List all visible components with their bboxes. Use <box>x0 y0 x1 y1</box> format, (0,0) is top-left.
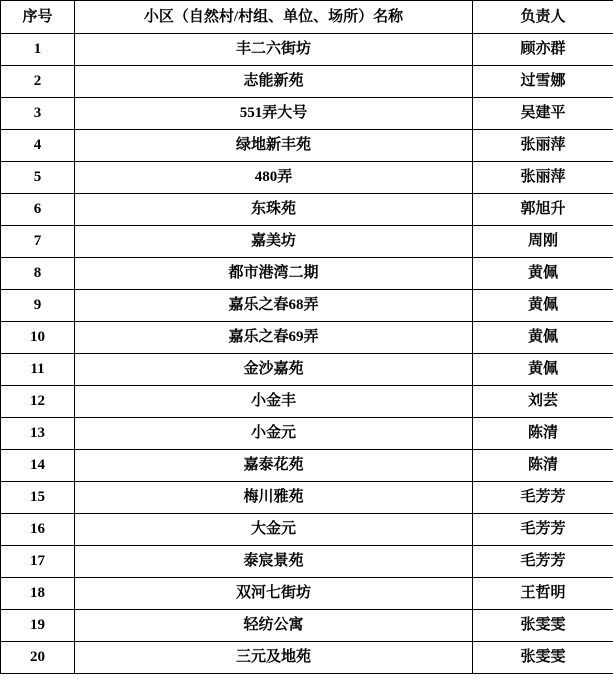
cell-owner: 郭旭升 <box>473 194 613 226</box>
cell-name: 轻纺公寓 <box>75 610 473 642</box>
cell-owner: 黄佩 <box>473 290 613 322</box>
cell-index: 1 <box>1 34 75 66</box>
cell-name: 志能新苑 <box>75 66 473 98</box>
cell-name: 480弄 <box>75 162 473 194</box>
cell-index: 14 <box>1 450 75 482</box>
cell-name: 都市港湾二期 <box>75 258 473 290</box>
cell-owner: 张雯雯 <box>473 642 613 674</box>
table-row <box>1 386 613 418</box>
cell-name: 大金元 <box>75 514 473 546</box>
cell-owner: 黄佩 <box>473 322 613 354</box>
cell-owner: 刘芸 <box>473 386 613 418</box>
cell-owner: 吴建平 <box>473 98 613 130</box>
cell-name: 嘉乐之春69弄 <box>75 322 473 354</box>
cell-name: 东珠苑 <box>75 194 473 226</box>
cell-index: 6 <box>1 194 75 226</box>
cell-name: 嘉美坊 <box>75 226 473 258</box>
cell-index: 5 <box>1 162 75 194</box>
cell-name: 小金元 <box>75 418 473 450</box>
table-row <box>1 226 613 258</box>
cell-name: 金沙嘉苑 <box>75 354 473 386</box>
cell-name: 551弄大号 <box>75 98 473 130</box>
cell-name: 嘉泰花苑 <box>75 450 473 482</box>
cell-index: 2 <box>1 66 75 98</box>
cell-index: 13 <box>1 418 75 450</box>
table-row <box>1 194 613 226</box>
cell-name: 丰二六街坊 <box>75 34 473 66</box>
cell-owner: 黄佩 <box>473 258 613 290</box>
cell-name: 嘉乐之春68弄 <box>75 290 473 322</box>
table-row <box>1 354 613 386</box>
cell-index: 8 <box>1 258 75 290</box>
cell-index: 4 <box>1 130 75 162</box>
cell-index: 7 <box>1 226 75 258</box>
table-row <box>1 162 613 194</box>
table-body <box>1 34 613 674</box>
cell-owner: 毛芳芳 <box>473 546 613 578</box>
cell-index: 11 <box>1 354 75 386</box>
table-row <box>1 546 613 578</box>
cell-name: 小金丰 <box>75 386 473 418</box>
cell-owner: 毛芳芳 <box>473 482 613 514</box>
cell-name: 双河七街坊 <box>75 578 473 610</box>
cell-name: 绿地新丰苑 <box>75 130 473 162</box>
table-row <box>1 578 613 610</box>
cell-index: 18 <box>1 578 75 610</box>
cell-index: 20 <box>1 642 75 674</box>
column-header-index: 序号 <box>1 1 75 34</box>
cell-owner: 顾亦群 <box>473 34 613 66</box>
cell-index: 15 <box>1 482 75 514</box>
table-header <box>1 1 613 34</box>
table-row <box>1 642 613 674</box>
table-row <box>1 290 613 322</box>
table-row <box>1 514 613 546</box>
table-row <box>1 98 613 130</box>
cell-owner: 毛芳芳 <box>473 514 613 546</box>
cell-index: 12 <box>1 386 75 418</box>
column-header-name: 小区（自然村/村组、单位、场所）名称 <box>75 1 473 34</box>
cell-owner: 王哲明 <box>473 578 613 610</box>
cell-index: 19 <box>1 610 75 642</box>
cell-owner: 陈清 <box>473 418 613 450</box>
cell-owner: 陈清 <box>473 450 613 482</box>
cell-owner: 张丽萍 <box>473 162 613 194</box>
cell-owner: 周刚 <box>473 226 613 258</box>
table-row <box>1 610 613 642</box>
cell-owner: 过雪娜 <box>473 66 613 98</box>
table-row <box>1 482 613 514</box>
table-row <box>1 34 613 66</box>
table-header-row <box>1 1 613 34</box>
cell-name: 泰宸景苑 <box>75 546 473 578</box>
cell-index: 17 <box>1 546 75 578</box>
cell-index: 3 <box>1 98 75 130</box>
table-row <box>1 450 613 482</box>
table-row <box>1 418 613 450</box>
cell-name: 梅川雅苑 <box>75 482 473 514</box>
cell-index: 10 <box>1 322 75 354</box>
table-row <box>1 66 613 98</box>
table-row <box>1 130 613 162</box>
column-header-owner: 负责人 <box>473 1 613 34</box>
cell-owner: 黄佩 <box>473 354 613 386</box>
cell-name: 三元及地苑 <box>75 642 473 674</box>
cell-index: 9 <box>1 290 75 322</box>
table-row <box>1 258 613 290</box>
cell-owner: 张雯雯 <box>473 610 613 642</box>
table-row <box>1 322 613 354</box>
cell-index: 16 <box>1 514 75 546</box>
cell-owner: 张丽萍 <box>473 130 613 162</box>
